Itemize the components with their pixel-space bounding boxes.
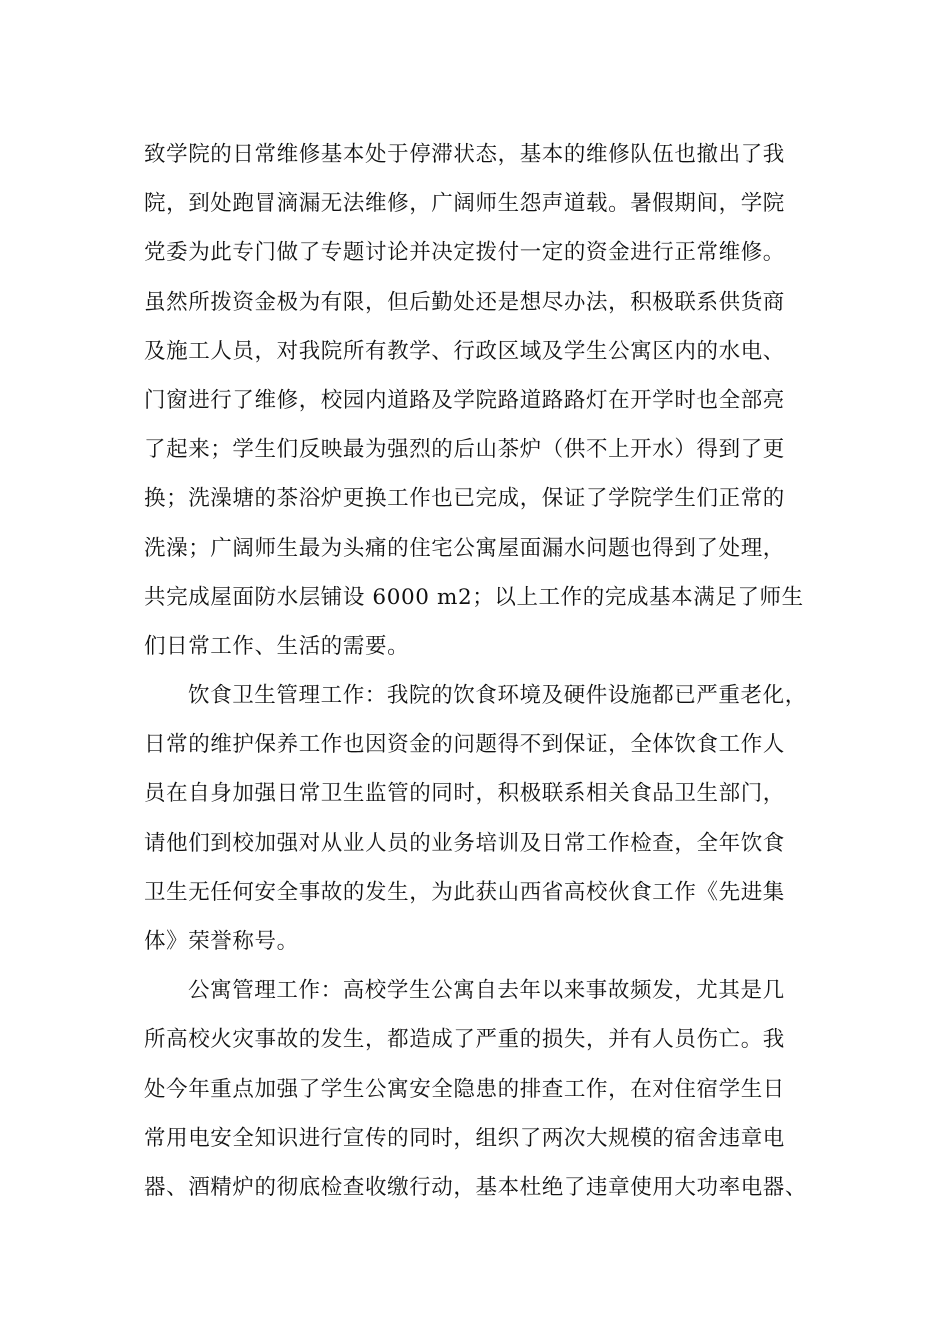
text-line: 们日常工作、生活的需要。 bbox=[144, 633, 410, 659]
text-line: 处今年重点加强了学生公寓安全隐患的排查工作，在对住宿学生日 bbox=[144, 1076, 785, 1102]
text-line: 了起来；学生们反映最为强烈的后山茶炉（供不上开水）得到了更 bbox=[144, 437, 785, 463]
paragraph-first-line: 饮食卫生管理工作：我院的饮食环境及硬件设施都已严重老化， bbox=[188, 683, 807, 709]
text-line: 虽然所拨资金极为有限，但后勤处还是想尽办法，积极联系供货商 bbox=[144, 289, 785, 315]
text-line: 门窗进行了维修，校园内道路及学院路道路路灯在开学时也全部亮 bbox=[144, 387, 785, 413]
text-line: 常用电安全知识进行宣传的同时，组织了两次大规模的宿舍违章电 bbox=[144, 1125, 785, 1151]
text-line: 洗澡；广阔师生最为头痛的住宅公寓屋面漏水问题也得到了处理， bbox=[144, 535, 785, 561]
text-line: 党委为此专门做了专题讨论并决定拨付一定的资金进行正常维修。 bbox=[144, 240, 785, 266]
document-body bbox=[144, 130, 824, 1212]
text-line: 日常的维护保养工作也因资金的问题得不到保证，全体饮食工作人 bbox=[144, 732, 785, 758]
text-line: 卫生无任何安全事故的发生，为此获山西省高校伙食工作《先进集 bbox=[144, 879, 785, 905]
paragraph-first-line: 公寓管理工作：高校学生公寓自去年以来事故频发，尤其是几 bbox=[188, 978, 785, 1004]
text-line: 致学院的日常维修基本处于停滞状态，基本的维修队伍也撤出了我 bbox=[144, 142, 785, 167]
text-line: 换；洗澡塘的茶浴炉更换工作也已完成，保证了学院学生们正常的 bbox=[144, 486, 785, 512]
text-line: 及施工人员，对我院所有教学、行政区域及学生公寓区内的水电、 bbox=[144, 338, 785, 364]
text-line: 院，到处跑冒滴漏无法维修，广阔师生怨声道载。暑假期间，学院 bbox=[144, 191, 785, 217]
text-line: 员在自身加强日常卫生监管的同时，积极联系相关食品卫生部门， bbox=[144, 781, 785, 807]
text-line: 共完成屋面防水层铺设 6000 m2；以上工作的完成基本满足了师生 bbox=[144, 584, 804, 610]
text-line: 所高校火灾事故的发生，都造成了严重的损失，并有人员伤亡。我 bbox=[144, 1027, 785, 1053]
text-line: 体》荣誉称号。 bbox=[144, 929, 299, 954]
text-line: 请他们到校加强对从业人员的业务培训及日常工作检查，全年饮食 bbox=[144, 830, 785, 856]
text-line: 器、酒精炉的彻底检查收缴行动，基本杜绝了违章使用大功率电器、 bbox=[144, 1174, 808, 1200]
